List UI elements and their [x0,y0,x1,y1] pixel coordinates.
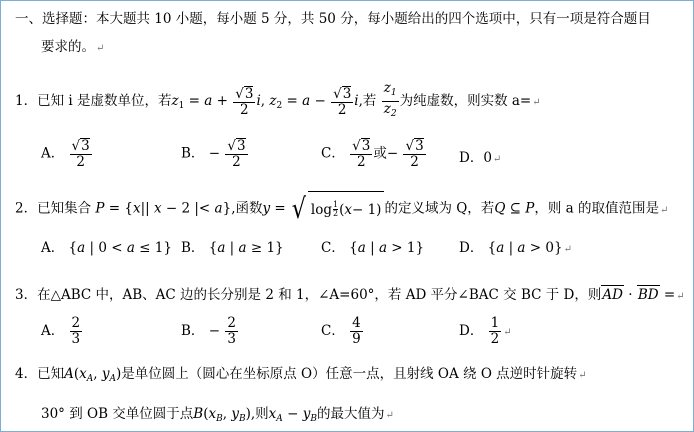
question-4-line1: 4．已知$A(x_A$, $y_A$)是单位圆上（圆心在坐标原点 O）任意一点，且射线 OA 绕 O 点逆时针旋转↵ [15,366,587,384]
q2-option-c: C． {a | a > 1} [321,240,425,256]
q1-option-b: B． − $\frac{√3}{2}$ [181,138,246,170]
section-heading-line2: 要求的。↵ [41,39,105,55]
q3-option-d: D． $\frac{1}{2}$ ↵ [459,315,512,347]
q3-option-c: C． $\frac{4}{9}$ [321,315,361,347]
question-4-line2: 30° 到 OB 交单位圆于点$B(x_B$, $y_B$),则$x_A - y_B$的最大值为↵ [41,406,394,424]
q1-option-c: C． $\frac{√3}{2}$ 或− $\frac{√3}{2}$ [321,138,424,170]
q3-option-b: B． − $\frac{2}{3}$ [181,315,236,347]
q1-option-d: D．0↵ [459,150,502,166]
section-heading-line1: 一、选择题：本大题共 10 小题，每小题 5 分，共 50 分，每小题给出的四个选项中，只有一项是符合题目 [15,11,651,27]
question-2: 2．已知集合 P = {x|| x − 2 |< a},函数y = √ log 1 2 ( x − 1) 的定义域为 Q，若Q ⊆ P，则 a 的取值范围是↵ [15,192,669,225]
question-1: 1．已知 i 是虚数单位，若$z_1 = a$ + $\frac{√3}{2}$ i, $z_2 = a$ − $\frac{√3}{2}$ i,若 $\frac{z_1}{z_2}$ 为纯虚数，则实数 a=↵ [15,80,541,119]
q1-option-a: A． $\frac{√3}{2}$ [41,138,90,170]
question-3: 3．在△ABC 中，AB、AC 边的长分别是 2 和 1，∠A=60°，若 AD 平分∠BAC 交 BC 于 D，则AD · BD =↵ [15,287,685,303]
q2-option-a: A． {a | 0 < a ≤ 1} [41,240,172,256]
q2-option-d: D． {a | a > 0}↵ [459,240,572,256]
q3-option-a: A． $\frac{2}{3}$ [41,315,81,347]
q2-option-b: B． {a | a ≥ 1} [181,240,284,256]
